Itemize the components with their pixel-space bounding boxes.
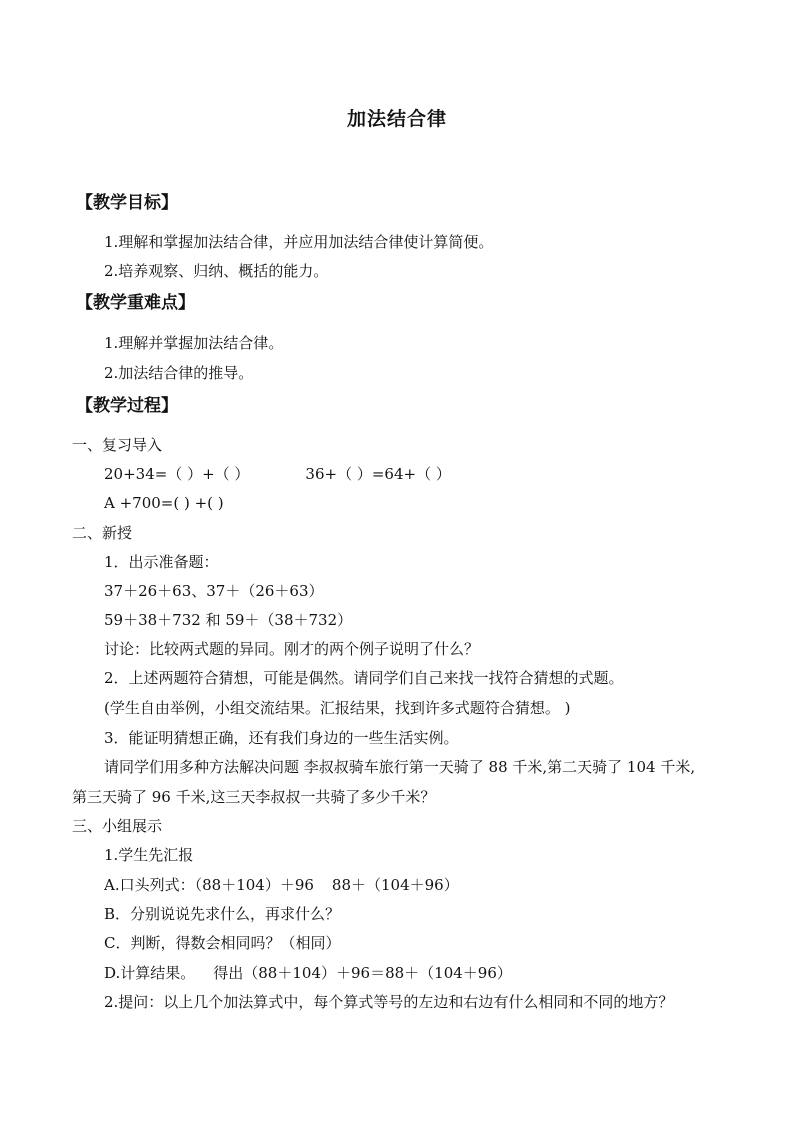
prep-expression-1: 37＋26＋63、37＋（26＋63） <box>104 582 324 600</box>
goal-item-1: 1.理解和掌握加法结合律，并应用加法结合律使计算简便。 <box>104 233 494 251</box>
group-item-d-label: D.计算结果。 <box>104 964 196 982</box>
group-item-b: B．分别说说先求什么，再求什么？ <box>104 905 341 923</box>
student-activity-note: (学生自由举例，小组交流结果。汇报结果，找到许多式题符合猜想。 ) <box>104 699 571 717</box>
review-equation-3: A +700=( ) +( ) <box>104 494 224 512</box>
word-problem-line-2: 第三天骑了 96 千米,这三天李叔叔一共骑了多少千米？ <box>72 788 436 806</box>
new-step-1: 1．出示准备题： <box>104 553 219 571</box>
key-point-item-1: 1.理解并掌握加法结合律。 <box>104 334 284 352</box>
group-item-a-expression-2: 88＋（104＋96） <box>331 876 459 894</box>
group-item-c: C．判断，得数会相同吗？（相同） <box>104 934 341 952</box>
new-step-3: 3．能证明猜想正确，还有我们身边的一些生活实例。 <box>104 729 459 747</box>
group-item-d <box>104 963 512 983</box>
heading-teaching-goals: 【教学目标】 <box>76 193 178 213</box>
part3-label: 三、小组展示 <box>72 817 163 835</box>
new-step-2: 2．上述两题符合猜想，可能是偶然。请同学们自己来找一找符合猜想的式题。 <box>104 669 624 687</box>
group-item-a <box>104 875 459 895</box>
part2-label: 二、新授 <box>72 524 133 542</box>
goal-item-2: 2.培养观察、归纳、概括的能力。 <box>104 262 329 280</box>
group-item-d-result: 得出（88＋104）＋96＝88＋（104＋96） <box>213 964 512 982</box>
heading-key-points: 【教学重难点】 <box>76 293 195 313</box>
document-title: 加法结合律 <box>346 108 447 130</box>
discussion-prompt: 讨论：比较两式题的异同。刚才的两个例子说明了什么？ <box>104 640 480 658</box>
key-point-item-2: 2.加法结合律的推导。 <box>104 364 254 382</box>
review-equation-1: 20+34=（ ）+（ ） <box>104 465 250 483</box>
review-equation-2: 36+（ ）=64+（ ） <box>305 465 451 483</box>
word-problem-line-1: 请同学们用多种方法解决问题 李叔叔骑车旅行第一天骑了 88 千米,第二天骑了 104 千米, <box>104 758 696 776</box>
group-item-a-expression-1: A.口头列式：（88＋104）＋96 <box>104 876 314 894</box>
group-step-2: 2.提问：以上几个加法算式中，每个算式等号的左边和右边有什么相同和不同的地方？ <box>104 993 674 1011</box>
prep-expression-2: 59＋38＋732 和 59＋（38＋732） <box>104 611 353 629</box>
part1-label: 一、复习导入 <box>72 436 163 454</box>
group-step-1: 1.学生先汇报 <box>104 846 194 864</box>
review-equations-row <box>104 464 451 484</box>
heading-teaching-process: 【教学过程】 <box>76 396 178 416</box>
